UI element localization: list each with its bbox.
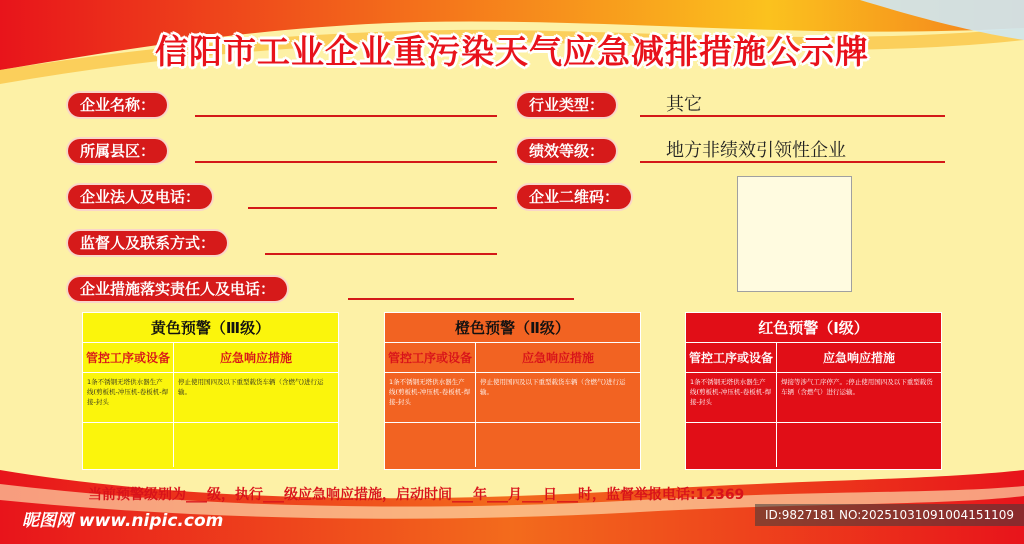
red-col-measures: 应急响应措施 bbox=[822, 351, 895, 365]
red-row1-equipment: 1条不锈钢无塔供水器生产线(剪板机-冲压机-卷板机-焊接-封头 bbox=[686, 373, 777, 422]
watermark-id: ID:9827181 NO:20251031091004151109 bbox=[755, 504, 1024, 526]
performance-level-value: 地方非绩效引领性企业 bbox=[666, 140, 846, 161]
industry-type-value: 其它 bbox=[666, 94, 702, 115]
yellow-col-equipment: 管控工序或设备 bbox=[83, 343, 174, 372]
company-name-label: 企业名称： bbox=[68, 93, 167, 117]
yellow-warning-title: 黄色预警（Ⅲ级） bbox=[83, 313, 338, 343]
red-col-equipment: 管控工序或设备 bbox=[686, 343, 777, 372]
page-title: 信阳市工业企业重污染天气应急减排措施公示牌 bbox=[155, 32, 869, 71]
county-line bbox=[195, 161, 497, 163]
company-name-line bbox=[195, 115, 497, 117]
footer-notice: 当前预警级别为___级，执行___级应急响应措施，启动时间___年___月___日___时，监督举报电话:12369 bbox=[88, 487, 745, 503]
red-row1-measures: 焊接等涉气工序停产。;停止使用国四及以下重型载货车辆（含燃气）进行运输。 bbox=[781, 378, 933, 396]
industry-type-label: 行业类型： bbox=[517, 93, 616, 117]
red-row2-measures bbox=[777, 423, 941, 467]
yellow-row1-equipment: 1条不锈钢无塔供水器生产线(剪板机-冲压机-卷板机-焊接-封头 bbox=[83, 373, 174, 422]
supervisor-line bbox=[265, 253, 497, 255]
watermark-logo: 昵图网 www.nipic.com bbox=[22, 511, 224, 531]
responsible-person-line bbox=[348, 298, 574, 300]
yellow-warning-panel bbox=[82, 312, 339, 470]
yellow-row1-measures: 停止使用国四及以下重型载货车辆（含燃气)进行运输。 bbox=[178, 378, 324, 396]
legal-person-label: 企业法人及电话： bbox=[68, 185, 212, 209]
orange-row2-measures bbox=[476, 423, 640, 467]
orange-row1-equipment: 1条不锈钢无塔供水器生产线(剪板机-冲压机-卷板机-焊接-封头 bbox=[385, 373, 476, 422]
responsible-person-label: 企业措施落实责任人及电话： bbox=[68, 277, 287, 301]
qr-code-label: 企业二维码： bbox=[517, 185, 631, 209]
yellow-col-measures: 应急响应措施 bbox=[219, 351, 292, 365]
orange-col-equipment: 管控工序或设备 bbox=[385, 343, 476, 372]
county-label: 所属县区： bbox=[68, 139, 167, 163]
orange-warning-panel bbox=[384, 312, 641, 470]
performance-level-label: 绩效等级： bbox=[517, 139, 616, 163]
yellow-row2-equipment bbox=[83, 423, 174, 467]
qr-code-box bbox=[737, 176, 852, 292]
red-warning-title: 红色预警（Ⅰ级） bbox=[686, 313, 941, 343]
supervisor-label: 监督人及联系方式： bbox=[68, 231, 227, 255]
legal-person-line bbox=[248, 207, 497, 209]
performance-level-line bbox=[640, 161, 945, 163]
orange-row1-measures: 停止使用国四及以下重型载货车辆（含燃气)进行运输。 bbox=[480, 378, 626, 396]
orange-warning-title: 橙色预警（Ⅱ级） bbox=[385, 313, 640, 343]
industry-type-line bbox=[640, 115, 945, 117]
yellow-row2-measures bbox=[174, 423, 338, 467]
orange-row2-equipment bbox=[385, 423, 476, 467]
orange-col-measures: 应急响应措施 bbox=[521, 351, 594, 365]
red-row2-equipment bbox=[686, 423, 777, 467]
red-warning-panel bbox=[685, 312, 942, 470]
